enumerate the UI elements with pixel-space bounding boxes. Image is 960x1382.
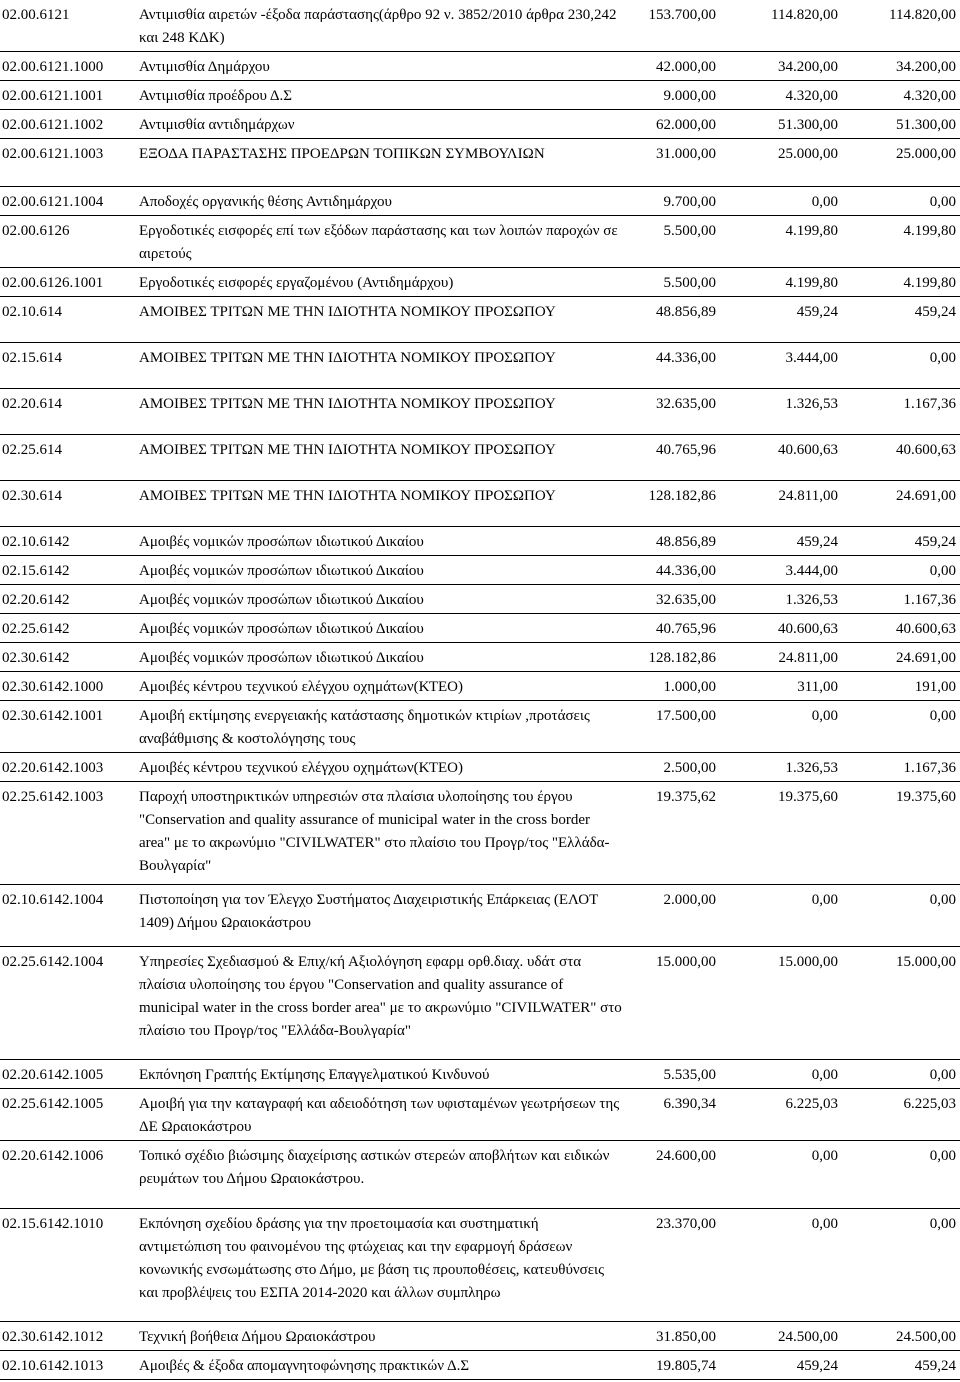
description-cell: Αντιμισθία προέδρου Δ.Σ <box>136 81 626 110</box>
description-cell: ΑΜΟΙΒΕΣ ΤΡΙΤΩΝ ΜΕ ΤΗΝ ΙΔΙΟΤΗΤΑ ΝΟΜΙΚΟΥ ΠΡΟΣΩΠΟΥ <box>136 343 626 389</box>
budget-amount-cell: 19.375,62 <box>626 782 719 885</box>
paid-amount-cell: 51.300,00 <box>841 110 960 139</box>
committed-amount-cell: 4.199,80 <box>719 216 841 268</box>
description-cell: Τοπικό σχέδιο βιώσιμης διαχείρισης αστικών στερεών αποβλήτων και ειδικών ρευμάτων του Δήμου Ωραιοκάστρου. <box>136 1141 626 1209</box>
table-row <box>0 885 960 947</box>
table-row <box>0 1060 960 1089</box>
description-cell: Αμοιβές νομικών προσώπων ιδιωτικού Δικαίου <box>136 643 626 672</box>
table-row <box>0 81 960 110</box>
account-code-cell: 02.25.6142.1004 <box>0 947 136 1060</box>
committed-amount-cell: 25.000,00 <box>719 139 841 187</box>
committed-amount-cell: 114.820,00 <box>719 0 841 52</box>
paid-amount-cell: 19.375,60 <box>841 782 960 885</box>
account-code-cell: 02.30.6142.1000 <box>0 672 136 701</box>
budget-amount-cell: 128.182,86 <box>626 481 719 527</box>
description-cell: Αντιμισθία αντιδημάρχων <box>136 110 626 139</box>
description-cell: ΑΜΟΙΒΕΣ ΤΡΙΤΩΝ ΜΕ ΤΗΝ ΙΔΙΟΤΗΤΑ ΝΟΜΙΚΟΥ ΠΡΟΣΩΠΟΥ <box>136 297 626 343</box>
budget-amount-cell: 19.805,74 <box>626 1351 719 1380</box>
table-row <box>0 701 960 753</box>
committed-amount-cell: 4.320,00 <box>719 81 841 110</box>
account-code-cell: 02.30.6142.1012 <box>0 1322 136 1351</box>
paid-amount-cell: 459,24 <box>841 527 960 556</box>
description-cell: Αποδοχές οργανικής θέσης Αντιδημάρχου <box>136 187 626 216</box>
table-row <box>0 1089 960 1141</box>
account-code-cell: 02.15.6142.1010 <box>0 1209 136 1322</box>
paid-amount-cell: 0,00 <box>841 187 960 216</box>
paid-amount-cell: 0,00 <box>841 885 960 947</box>
committed-amount-cell: 4.199,80 <box>719 268 841 297</box>
paid-amount-cell: 25.000,00 <box>841 139 960 187</box>
description-cell: Αντιμισθία Δημάρχου <box>136 52 626 81</box>
committed-amount-cell: 0,00 <box>719 701 841 753</box>
committed-amount-cell: 1.326,53 <box>719 753 841 782</box>
account-code-cell: 02.15.6142 <box>0 556 136 585</box>
description-cell: ΑΜΟΙΒΕΣ ΤΡΙΤΩΝ ΜΕ ΤΗΝ ΙΔΙΟΤΗΤΑ ΝΟΜΙΚΟΥ ΠΡΟΣΩΠΟΥ <box>136 435 626 481</box>
table-row <box>0 1141 960 1209</box>
paid-amount-cell: 0,00 <box>841 343 960 389</box>
paid-amount-cell: 40.600,63 <box>841 435 960 481</box>
description-cell: Αμοιβές νομικών προσώπων ιδιωτικού Δικαίου <box>136 614 626 643</box>
account-code-cell: 02.00.6121.1000 <box>0 52 136 81</box>
description-cell: Αμοιβές νομικών προσώπων ιδιωτικού Δικαίου <box>136 585 626 614</box>
description-cell: Αμοιβή για την καταγραφή και αδειοδότηση των υφισταμένων γεωτρήσεων της ΔΕ Ωραιοκάστρου <box>136 1089 626 1141</box>
description-cell: Εκπόνηση σχεδίου δράσης για την προετοιμασία και συστηματική αντιμετώπιση του φαινομένου της φτώχειας και την εφαρμογή δράσεων κονωνικής ενσωμάτωσης στο Δήμο, με βάση τις προυποθέσεις, κατευθύνσεις και προβλέψεις του ΕΣΠΑ 2014-2020 και άλλων συμπληρω <box>136 1209 626 1322</box>
committed-amount-cell: 0,00 <box>719 1060 841 1089</box>
paid-amount-cell: 0,00 <box>841 1060 960 1089</box>
description-cell: Αμοιβές κέντρου τεχνικού ελέγχου οχημάτων(ΚΤΕΟ) <box>136 672 626 701</box>
account-code-cell: 02.20.6142.1003 <box>0 753 136 782</box>
description-cell: Εκπόνηση Γραπτής Εκτίμησης Επαγγελματικού Κινδυνού <box>136 1060 626 1089</box>
budget-amount-cell: 9.000,00 <box>626 81 719 110</box>
table-row <box>0 527 960 556</box>
account-code-cell: 02.25.6142.1005 <box>0 1089 136 1141</box>
account-code-cell: 02.20.6142.1005 <box>0 1060 136 1089</box>
budget-amount-cell: 44.336,00 <box>626 343 719 389</box>
paid-amount-cell: 114.820,00 <box>841 0 960 52</box>
paid-amount-cell: 24.691,00 <box>841 481 960 527</box>
description-cell: ΑΜΟΙΒΕΣ ΤΡΙΤΩΝ ΜΕ ΤΗΝ ΙΔΙΟΤΗΤΑ ΝΟΜΙΚΟΥ ΠΡΟΣΩΠΟΥ <box>136 389 626 435</box>
table-row <box>0 782 960 885</box>
paid-amount-cell: 0,00 <box>841 1141 960 1209</box>
account-code-cell: 02.00.6121.1001 <box>0 81 136 110</box>
committed-amount-cell: 40.600,63 <box>719 614 841 643</box>
paid-amount-cell: 459,24 <box>841 1351 960 1380</box>
paid-amount-cell: 34.200,00 <box>841 52 960 81</box>
paid-amount-cell: 1.167,36 <box>841 389 960 435</box>
committed-amount-cell: 1.326,53 <box>719 389 841 435</box>
account-code-cell: 02.15.614 <box>0 343 136 389</box>
account-code-cell: 02.10.6142 <box>0 527 136 556</box>
budget-amount-cell: 32.635,00 <box>626 585 719 614</box>
table-row <box>0 0 960 52</box>
account-code-cell: 02.00.6121 <box>0 0 136 52</box>
budget-amount-cell: 9.700,00 <box>626 187 719 216</box>
table-row <box>0 435 960 481</box>
paid-amount-cell: 0,00 <box>841 701 960 753</box>
committed-amount-cell: 311,00 <box>719 672 841 701</box>
budget-amount-cell: 42.000,00 <box>626 52 719 81</box>
committed-amount-cell: 34.200,00 <box>719 52 841 81</box>
description-cell: Πιστοποίηση για τον Έλεγχο Συστήματος Διαχειριστικής Επάρκειας (ΕΛΟΤ 1409) Δήμου Ωραιοκάστρου <box>136 885 626 947</box>
budget-amount-cell: 6.390,34 <box>626 1089 719 1141</box>
budget-amount-cell: 17.500,00 <box>626 701 719 753</box>
description-cell: Αμοιβές κέντρου τεχνικού ελέγχου οχημάτων(ΚΤΕΟ) <box>136 753 626 782</box>
table-row <box>0 947 960 1060</box>
committed-amount-cell: 459,24 <box>719 1351 841 1380</box>
budget-amount-cell: 31.850,00 <box>626 1322 719 1351</box>
account-code-cell: 02.30.6142 <box>0 643 136 672</box>
paid-amount-cell: 24.691,00 <box>841 643 960 672</box>
budget-amount-cell: 2.500,00 <box>626 753 719 782</box>
account-code-cell: 02.00.6121.1002 <box>0 110 136 139</box>
budget-amount-cell: 48.856,89 <box>626 527 719 556</box>
committed-amount-cell: 0,00 <box>719 187 841 216</box>
budget-amount-cell: 31.000,00 <box>626 139 719 187</box>
account-code-cell: 02.25.614 <box>0 435 136 481</box>
budget-amount-cell: 128.182,86 <box>626 643 719 672</box>
account-code-cell: 02.20.6142 <box>0 585 136 614</box>
table-row <box>0 753 960 782</box>
budget-amount-cell: 48.856,89 <box>626 297 719 343</box>
paid-amount-cell: 0,00 <box>841 556 960 585</box>
table-row <box>0 52 960 81</box>
table-row <box>0 110 960 139</box>
description-cell: Παροχή υποστηρικτικών υπηρεσιών στα πλαίσια υλοποίησης του έργου "Conservation and quality assurance of municipal water in the cross border area" με το ακρωνύμιο "CIVILWATER" στο πλαίσιο του Προγρ/τος "Ελλάδα-Βουλγαρία" <box>136 782 626 885</box>
paid-amount-cell: 6.225,03 <box>841 1089 960 1141</box>
account-code-cell: 02.30.614 <box>0 481 136 527</box>
budget-amount-cell: 2.000,00 <box>626 885 719 947</box>
account-code-cell: 02.25.6142.1003 <box>0 782 136 885</box>
committed-amount-cell: 15.000,00 <box>719 947 841 1060</box>
budget-amount-cell: 44.336,00 <box>626 556 719 585</box>
budget-amount-cell: 62.000,00 <box>626 110 719 139</box>
paid-amount-cell: 191,00 <box>841 672 960 701</box>
table-row <box>0 343 960 389</box>
account-code-cell: 02.20.614 <box>0 389 136 435</box>
committed-amount-cell: 24.811,00 <box>719 481 841 527</box>
account-code-cell: 02.30.6142.1001 <box>0 701 136 753</box>
table-row <box>0 139 960 187</box>
table-row <box>0 672 960 701</box>
description-cell: ΑΜΟΙΒΕΣ ΤΡΙΤΩΝ ΜΕ ΤΗΝ ΙΔΙΟΤΗΤΑ ΝΟΜΙΚΟΥ ΠΡΟΣΩΠΟΥ <box>136 481 626 527</box>
budget-amount-cell: 23.370,00 <box>626 1209 719 1322</box>
description-cell: Αμοιβές νομικών προσώπων ιδιωτικού Δικαίου <box>136 527 626 556</box>
account-code-cell: 02.20.6142.1006 <box>0 1141 136 1209</box>
paid-amount-cell: 15.000,00 <box>841 947 960 1060</box>
table-row <box>0 481 960 527</box>
committed-amount-cell: 3.444,00 <box>719 556 841 585</box>
committed-amount-cell: 24.811,00 <box>719 643 841 672</box>
description-cell: Εργοδοτικές εισφορές επί των εξόδων παράστασης και των λοιπών παροχών σε αιρετούς <box>136 216 626 268</box>
paid-amount-cell: 1.167,36 <box>841 753 960 782</box>
table-row <box>0 268 960 297</box>
description-cell: Υπηρεσίες Σχεδιασμού & Επιχ/κή Αξιολόγηση εφαρμ ορθ.διαχ. υδάτ στα πλαίσια υλοποίησης του έργου "Conservation and quality assurance of municipal water in the cross border area" με το ακρωνύμιο "CIVILWATER" στο πλαίσιο του Προγρ/τος "Ελλάδα-Βουλγαρία" <box>136 947 626 1060</box>
account-code-cell: 02.00.6126.1001 <box>0 268 136 297</box>
description-cell: Αμοιβές νομικών προσώπων ιδιωτικού Δικαίου <box>136 556 626 585</box>
budget-amount-cell: 15.000,00 <box>626 947 719 1060</box>
committed-amount-cell: 51.300,00 <box>719 110 841 139</box>
paid-amount-cell: 4.199,80 <box>841 268 960 297</box>
account-code-cell: 02.10.6142.1004 <box>0 885 136 947</box>
committed-amount-cell: 1.326,53 <box>719 585 841 614</box>
account-code-cell: 02.10.614 <box>0 297 136 343</box>
account-code-cell: 02.00.6121.1004 <box>0 187 136 216</box>
committed-amount-cell: 0,00 <box>719 1141 841 1209</box>
account-code-cell: 02.10.6142.1013 <box>0 1351 136 1380</box>
table-row <box>0 389 960 435</box>
table-row <box>0 1209 960 1322</box>
description-cell: Αμοιβή εκτίμησης ενεργειακής κατάστασης δημοτικών κτιρίων ,προτάσεις αναβάθμισης & κοστολόγησης τους <box>136 701 626 753</box>
committed-amount-cell: 3.444,00 <box>719 343 841 389</box>
table-row <box>0 556 960 585</box>
budget-amount-cell: 5.500,00 <box>626 268 719 297</box>
table-row <box>0 614 960 643</box>
paid-amount-cell: 1.167,36 <box>841 585 960 614</box>
committed-amount-cell: 40.600,63 <box>719 435 841 481</box>
table-row <box>0 1322 960 1351</box>
committed-amount-cell: 6.225,03 <box>719 1089 841 1141</box>
budget-amount-cell: 24.600,00 <box>626 1141 719 1209</box>
description-cell: Τεχνική βοήθεια Δήμου Ωραιοκάστρου <box>136 1322 626 1351</box>
budget-amount-cell: 153.700,00 <box>626 0 719 52</box>
committed-amount-cell: 24.500,00 <box>719 1322 841 1351</box>
committed-amount-cell: 0,00 <box>719 885 841 947</box>
budget-amount-cell: 40.765,96 <box>626 614 719 643</box>
table-row <box>0 187 960 216</box>
paid-amount-cell: 0,00 <box>841 1209 960 1322</box>
paid-amount-cell: 40.600,63 <box>841 614 960 643</box>
committed-amount-cell: 459,24 <box>719 297 841 343</box>
committed-amount-cell: 459,24 <box>719 527 841 556</box>
table-row <box>0 1351 960 1380</box>
table-row <box>0 585 960 614</box>
account-code-cell: 02.25.6142 <box>0 614 136 643</box>
table-row <box>0 297 960 343</box>
description-cell: Εργοδοτικές εισφορές εργαζομένου (Αντιδημάρχου) <box>136 268 626 297</box>
description-cell: Αντιμισθία αιρετών -έξοδα παράστασης(άρθρο 92 ν. 3852/2010 άρθρα 230,242 και 248 ΚΔΚ) <box>136 0 626 52</box>
table-row <box>0 643 960 672</box>
account-code-cell: 02.00.6126 <box>0 216 136 268</box>
paid-amount-cell: 4.199,80 <box>841 216 960 268</box>
committed-amount-cell: 19.375,60 <box>719 782 841 885</box>
budget-amount-cell: 32.635,00 <box>626 389 719 435</box>
description-cell: ΕΞΟΔΑ ΠΑΡΑΣΤΑΣΗΣ ΠΡΟΕΔΡΩΝ ΤΟΠΙΚΩΝ ΣΥΜΒΟΥΛΙΩΝ <box>136 139 626 187</box>
paid-amount-cell: 459,24 <box>841 297 960 343</box>
description-cell: Αμοιβές & έξοδα απομαγνητοφώνησης πρακτικών Δ.Σ <box>136 1351 626 1380</box>
paid-amount-cell: 24.500,00 <box>841 1322 960 1351</box>
budget-amount-cell: 40.765,96 <box>626 435 719 481</box>
budget-amount-cell: 1.000,00 <box>626 672 719 701</box>
budget-amount-cell: 5.535,00 <box>626 1060 719 1089</box>
budget-amount-cell: 5.500,00 <box>626 216 719 268</box>
committed-amount-cell: 0,00 <box>719 1209 841 1322</box>
table-row <box>0 216 960 268</box>
account-code-cell: 02.00.6121.1003 <box>0 139 136 187</box>
paid-amount-cell: 4.320,00 <box>841 81 960 110</box>
